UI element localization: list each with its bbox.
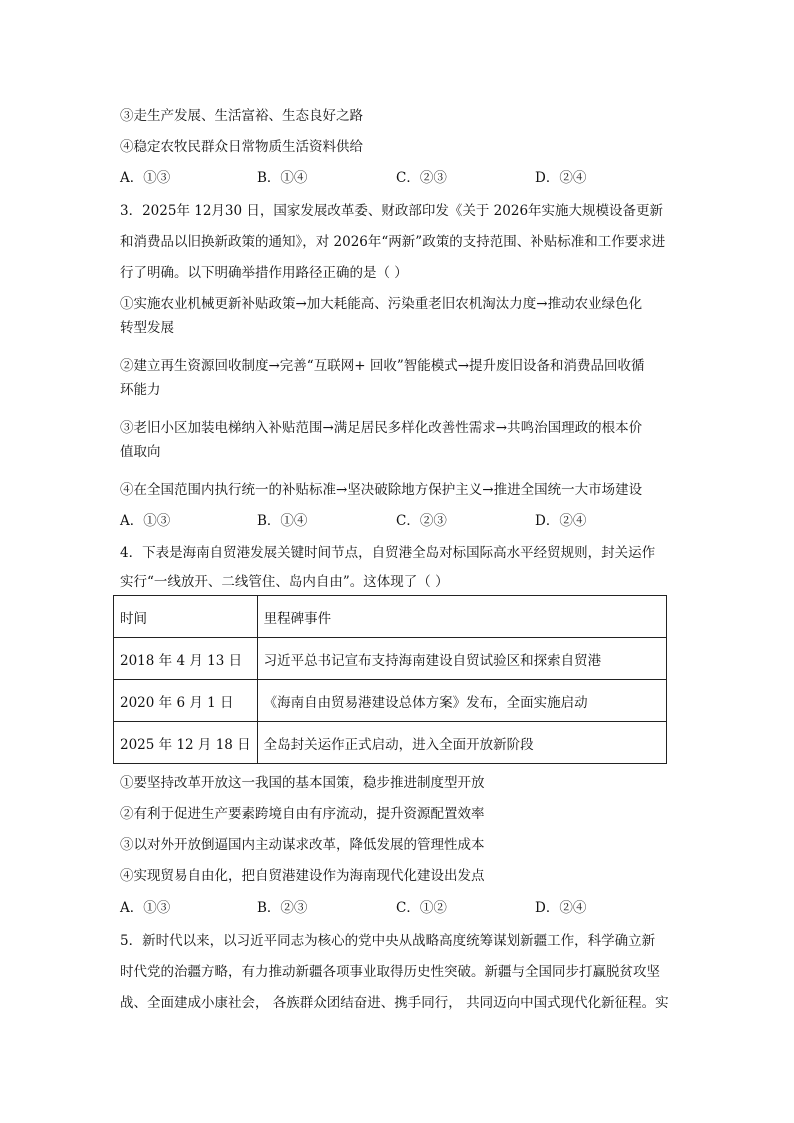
q2-choices bbox=[120, 166, 680, 186]
table-cell-date: 2020 年 6 月 1 日 bbox=[114, 680, 258, 722]
q4-option-2: ②有利于促进生产要素跨境自由有序流动，提升资源配置效率 bbox=[120, 806, 485, 822]
q3-option-3-line-2: 值取向 bbox=[120, 444, 161, 460]
q2-option-3: ③走生产发展、生活富裕、生态良好之路 bbox=[120, 108, 363, 124]
q4-choice-d: D．②④ bbox=[535, 900, 587, 916]
q3-option-2-line-1: ②建立再生资源回收制度→完善“互联网+ 回收”智能模式→提升废旧设备和消费品回收循 bbox=[120, 358, 645, 374]
q4-choice-a: A．①③ bbox=[120, 900, 171, 916]
q3-choice-c: C．②③ bbox=[396, 513, 447, 529]
q3-option-2-line-2: 环能力 bbox=[120, 382, 161, 398]
table-row bbox=[114, 680, 667, 722]
q4-choices bbox=[120, 896, 680, 916]
table-row bbox=[114, 722, 667, 764]
q2-option-4: ④稳定农牧民群众日常物质生活资料供给 bbox=[120, 139, 363, 155]
q4-option-3: ③以对外开放倒逼国内主动谋求改革，降低发展的管理性成本 bbox=[120, 837, 485, 853]
q3-option-1-line-1: ①实施农业机械更新补贴政策→加大耗能高、污染重老旧农机淘汰力度→推动农业绿色化 bbox=[120, 296, 643, 312]
table-cell-event: 全岛封关运作正式启动，进入全面开放新阶段 bbox=[257, 722, 666, 764]
table-header-row bbox=[114, 596, 667, 638]
q2-choice-c: C．②③ bbox=[396, 170, 447, 186]
q4-choice-c: C．①② bbox=[396, 900, 447, 916]
q3-option-1-line-2: 转型发展 bbox=[120, 320, 174, 336]
q5-stem-line-2: 时代党的治疆方略，有力推动新疆各项事业取得历史性突破。新疆与全国同步打赢脱贫攻坚 bbox=[120, 964, 660, 980]
q5-stem-line-1: 5．新时代以来，以习近平同志为核心的党中央从战略高度统筹谋划新疆工作，科学确立新 bbox=[120, 933, 656, 949]
q3-choices bbox=[120, 509, 680, 529]
q4-stem-line-2: 实行“一线放开、二线管住、岛内自由”。这体现了（ ） bbox=[120, 574, 449, 590]
table-cell-date: 2018 年 4 月 13 日 bbox=[114, 638, 258, 680]
table-header-cell: 里程碑事件 bbox=[257, 596, 666, 638]
table-cell-event: 《海南自由贸易港建设总体方案》发布，全面实施启动 bbox=[257, 680, 666, 722]
q3-stem-line-1: 3．2025年 12月30 日，国家发展改革委、财政部印发《关于 2026年实施大规模设备更新 bbox=[120, 203, 664, 219]
q3-option-4: ④在全国范围内执行统一的补贴标准→坚决破除地方保护主义→推进全国统一大市场建设 bbox=[120, 482, 643, 498]
q3-stem-line-2: 和消费品以旧换新政策的通知》，对 2026年“两新”政策的支持范围、补贴标准和工作要求进 bbox=[120, 234, 666, 250]
q4-choice-b: B．②③ bbox=[257, 900, 308, 916]
table-cell-event: 习近平总书记宣布支持海南建设自贸试验区和探索自贸港 bbox=[257, 638, 666, 680]
q3-choice-b: B．①④ bbox=[257, 513, 308, 529]
q4-option-1: ①要坚持改革开放这一我国的基本国策，稳步推进制度型开放 bbox=[120, 775, 485, 791]
table-header-cell: 时间 bbox=[114, 596, 258, 638]
q3-option-3-line-1: ③老旧小区加装电梯纳入补贴范围→满足居民多样化改善性需求→共鸣治国理政的根本价 bbox=[120, 420, 643, 436]
milestone-table bbox=[113, 595, 667, 764]
q2-choice-b: B．①④ bbox=[257, 170, 308, 186]
table-cell-date: 2025 年 12 月 18 日 bbox=[114, 722, 258, 764]
q5-stem-line-3: 战、全面建成小康社会， 各族群众团结奋进、携手同行， 共同迈向中国式现代化新征程。实 bbox=[120, 995, 669, 1011]
q2-choice-d: D．②④ bbox=[535, 170, 587, 186]
q4-option-4: ④实现贸易自由化，把自贸港建设作为海南现代化建设出发点 bbox=[120, 868, 485, 884]
table-row bbox=[114, 638, 667, 680]
q3-choice-d: D．②④ bbox=[535, 513, 587, 529]
q4-stem-line-1: 4．下表是海南自贸港发展关键时间节点，自贸港全岛对标国际高水平经贸规则，封关运作 bbox=[120, 545, 656, 561]
q3-choice-a: A．①③ bbox=[120, 513, 171, 529]
q2-choice-a: A．①③ bbox=[120, 170, 171, 186]
q3-stem-line-3: 行了明确。以下明确举措作用路径正确的是（ ） bbox=[120, 265, 408, 281]
